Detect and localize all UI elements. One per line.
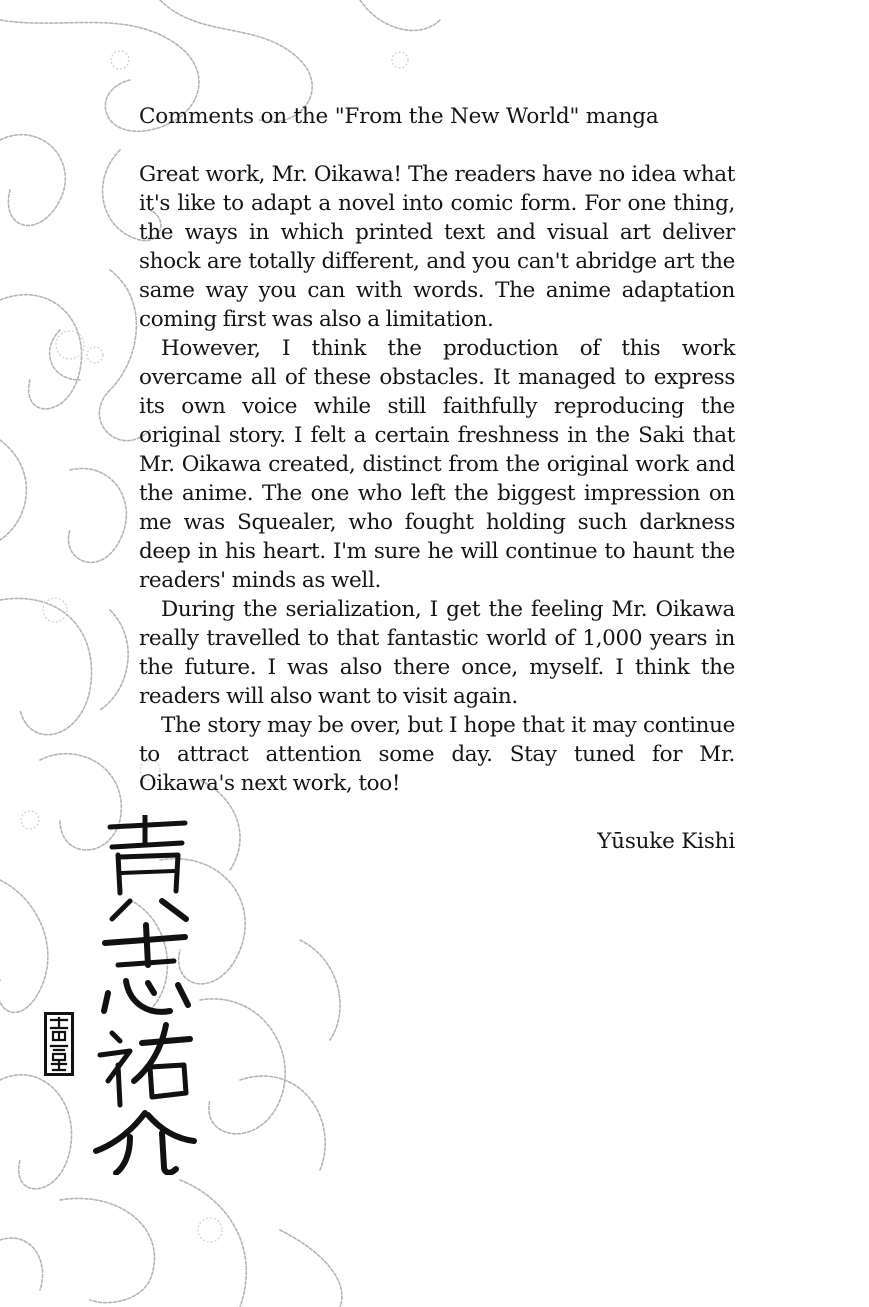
- document-title: Comments on the "From the New World" manga: [139, 104, 659, 129]
- calligraphy-signature-image: [90, 815, 200, 1175]
- paragraph-4: The story may be over, but I hope that it may continue to attract attention some day. Stay tuned for Mr. Oikawa's next work, too!: [139, 713, 735, 796]
- paragraph-3: During the serialization, I get the feeling Mr. Oikawa really travelled to that fantastic world of 1,000 years in the future. I was also there once, myself. I think the readers will also want to visit again.: [139, 597, 735, 709]
- paragraph-2: However, I think the production of this work overcame all of these obstacles. It managed to express its own voice while still faithfully reproducing the original story. I felt a certain freshness in the Saki that Mr. Oikawa created, distinct from the original work and the anime. The one who left the biggest impression on me was Squealer, who fought holding such darkness deep in his heart. I'm sure he will continue to haunt the readers' minds as well.: [139, 336, 735, 593]
- afterword-text-block: [139, 102, 735, 856]
- author-signature: Yūsuke Kishi: [597, 829, 735, 854]
- seal-stamp-image: [44, 1012, 74, 1076]
- paragraph-1: Great work, Mr. Oikawa! The readers have no idea what it's like to adapt a novel into comic form. For one thing, the ways in which printed text and visual art deliver shock are totally different, and you can't abridge art the same way you can with words. The anime adaptation coming first was also a limitation.: [139, 162, 735, 332]
